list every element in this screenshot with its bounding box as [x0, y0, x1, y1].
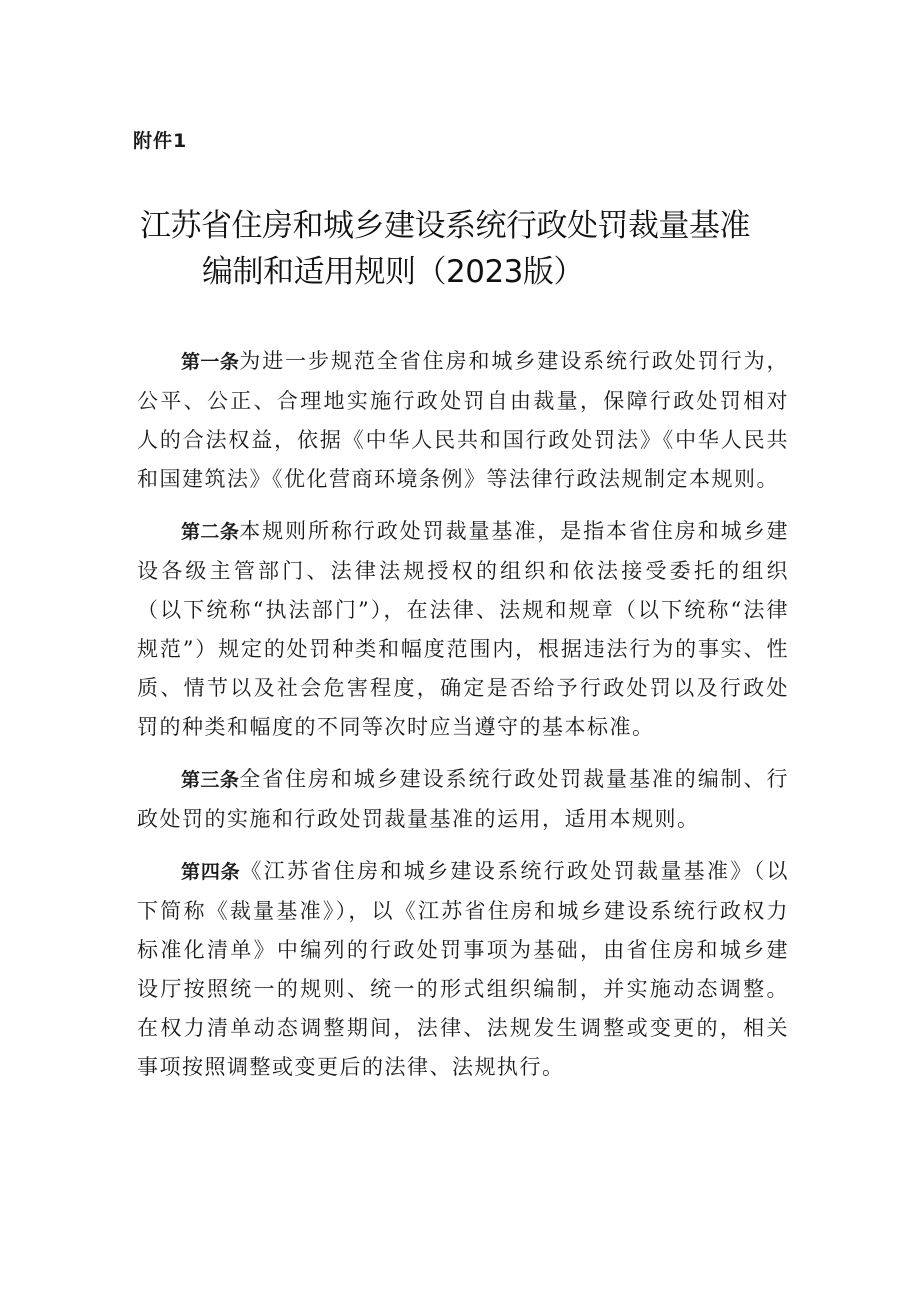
- article-1: [137, 342, 789, 499]
- article-2-text: 本规则所称行政处罚裁量基准，是指本省住房和城乡建设各级主管部门、法律法规授权的组织和依法接受委托的组织（以下统称“执法部门”），在法律、法规和规章（以下统称“法律规范”）规定的处罚种类和幅度范围内，根据违法行为的事实、性质、情节以及社会危害程度，确定是否给予行政处罚以及行政处罚的种类和幅度的不同等次时应当遵守的基本标准。: [137, 519, 789, 739]
- article-4-heading: 第四条: [181, 861, 241, 883]
- article-2-heading: 第二条: [181, 521, 240, 543]
- title-line-2: 编制和适用规则（2023版）: [202, 254, 584, 290]
- article-4-text: 《江苏省住房和城乡建设系统行政处罚裁量基准》（以下简称《裁量基准》），以《江苏省住房和城乡建设系统行政权力标准化清单》中编列的行政处罚事项为基础，由省住房和城乡建设厅按照统一的规则、统一的形式组织编制，并实施动态调整。在权力清单动态调整期间，法律、法规发生调整或变更的，相关事项按照调整或变更后的法律、法规执行。: [137, 859, 789, 1079]
- document-title: [140, 203, 820, 295]
- article-1-heading: 第一条: [181, 351, 240, 373]
- article-1-text: 为进一步规范全省住房和城乡建设系统行政处罚行为，公平、公正、合理地实施行政处罚自由裁量，保障行政处罚相对人的合法权益，依据《中华人民共和国行政处罚法》《中华人民共和国建筑法》《优化营商环境条例》等法律行政法规制定本规则。: [137, 349, 789, 491]
- title-line-1: 江苏省住房和城乡建设系统行政处罚裁量基准: [140, 208, 750, 244]
- document-body: [137, 342, 789, 1100]
- article-3-text: 全省住房和城乡建设系统行政处罚裁量基准的编制、行政处罚的实施和行政处罚裁量基准的运用，适用本规则。: [137, 767, 789, 831]
- article-4: [137, 852, 789, 1087]
- article-2: [137, 512, 789, 747]
- attachment-label: 附件1: [133, 130, 188, 152]
- article-3: [137, 760, 789, 839]
- article-3-heading: 第三条: [181, 769, 240, 791]
